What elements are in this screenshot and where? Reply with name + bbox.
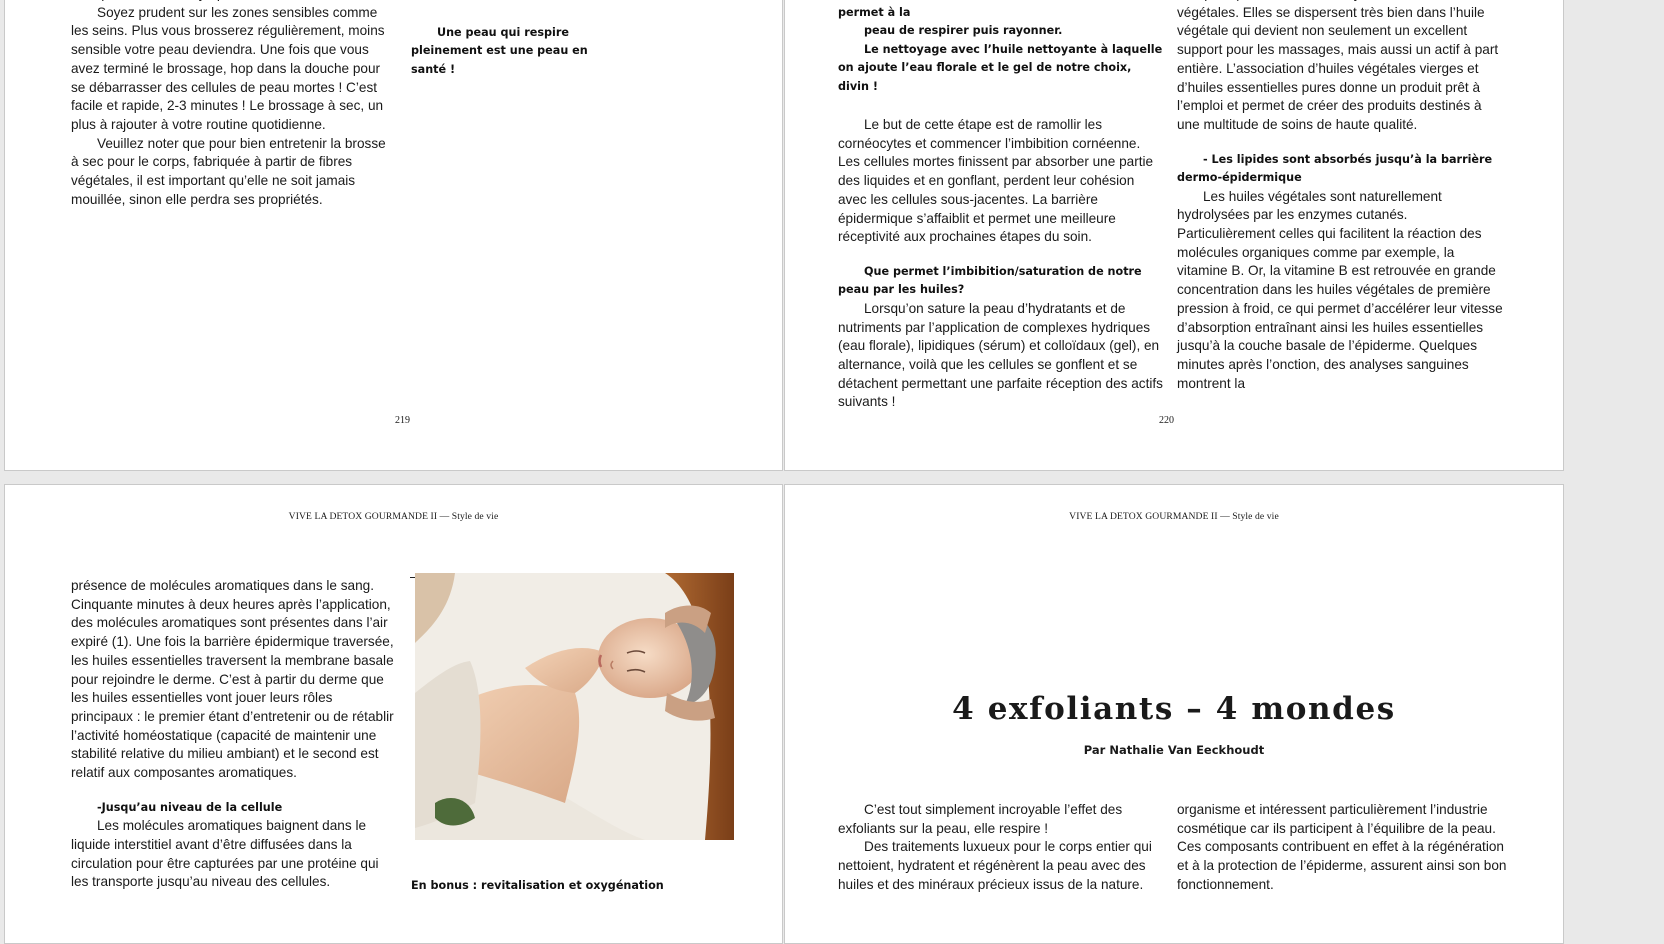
page-222 (784, 484, 1564, 944)
body-paragraph: Les molécules aromatiques baignent dans le liquide interstitiel avant d’être diffusées dans la circulation pour être capturées par une protéine qui les transporte jusqu’au niveau des cellules. (71, 818, 379, 890)
body-paragraph: Les huiles végétales sont naturellement hydrolysées par les enzymes cutanés. Particulièrement celles qui facilitent la réaction des molécules organiques comme par exemple, la vitamine B. Or, la vitamine B est retrouvée en grande concentration dans les huiles végétales de première pression à froid, ce qui permet d’accélérer leur vitesse d’absorption entraînant ainsi les huiles essentielles jusqu’à la couche basale de l’épiderme. Quelques minutes après l’onction, des analyses sanguines montrent la (1177, 188, 1503, 391)
body-paragraph: Soyez prudent sur les zones sensibles comme les seins. Plus vous brosserez régulièrement, moins sensible votre peau deviendra. Une fois que vous avez terminé le brossage, hop dans la douche pour se débarrasser des cellules de peau mortes ! C’est facile et rapide, 2-3 minutes ! Le brossage à sec, un plus à rajouter à votre routine quotidienne. (71, 4, 385, 132)
section-heading: permet à la (838, 5, 911, 19)
page-221 (4, 484, 783, 944)
body-paragraph: Le but de cette étape est de ramollir les cornéocytes et commencer l’imbibition cornéenne. Les cellules mortes finissent par absorber une partie des liquides et en gonflant, perdent leur cohésion avec les cellules sous-jacentes. La barrière épidermique s’affaiblit et permet une meilleure réceptivité aux prochaines étapes du soin. (838, 117, 1154, 245)
body-paragraph: C’est tout simplement incroyable l’effet des exfoliants sur la peau, elle respire ! (838, 802, 1123, 836)
body-paragraph: végétales. Elles se dispersent très bien dans l’huile végétale qui devient non seulement un excellent support pour les massages, mais aussi un actif à part entière. L’association d’huiles végétales vierges et d’huiles essentielles pures donne un produit prêt à l’emploi et permet de créer des produits destinés à une multitude de soins de haute qualité. (1177, 4, 1499, 132)
section-heading: En bonus : revitalisation et oxygénation (411, 879, 664, 892)
spa-facial-massage-photo (415, 573, 734, 840)
section-heading: Une peau qui respire pleinement est une peau en santé ! (411, 25, 588, 76)
page-219-left-column (71, 0, 391, 209)
page-220-left-column (838, 0, 1164, 412)
page-222-right-column (1177, 801, 1507, 895)
running-head: VIVE LA DETOX GOURMANDE II — Style de vie (288, 511, 499, 522)
body-paragraph: organisme et intéressent particulièrement l’industrie cosmétique car ils participent à l’équilibre de la peau. Ces composants contribuent en effet à la régénération et à la protection de l’épiderme, assurent ainsi son bon fonctionnement. (1177, 802, 1507, 892)
page-number: 219 (395, 415, 410, 426)
page-219 (4, 0, 783, 471)
section-heading: - Les lipides sont absorbés jusqu’à la barrière dermo-épidermique (1177, 152, 1493, 185)
body-paragraph: Des traitements luxueux pour le corps entier qui nettoient, hydratent et régénèrent la peau avec des huiles et des minéraux précieux issus de la nature. (838, 839, 1152, 892)
page-220 (784, 0, 1564, 471)
page-220-right-column (1177, 0, 1503, 393)
article-byline: Par Nathalie Van Eeckhoudt (1083, 743, 1265, 757)
body-paragraph: Veuillez noter que pour bien entretenir la brosse à sec pour le corps, fabriquée à partir de fibres végétales, il est important qu’elle ne soit jamais mouillée, sinon elle perdra ses propriétés. (71, 135, 386, 207)
page-222-left-column (838, 801, 1164, 895)
body-paragraph: présence de molécules aromatiques dans le sang. Cinquante minutes à deux heures après l’application, des molécules aromatiques sont présentes dans l’air expiré (1). Une fois la barrière épidermique traversée, les huiles essentielles traversent la membrane basale pour rejoindre le derme. C’est à partir du derme que les huiles essentielles vont jouer leurs rôles principaux : le premier étant d’entretenir ou de rétablir l’activité homéostatique (capacité de maintenir une stabilité relative du milieu ambiant) et le second est relatif aux composantes aromatiques. (71, 578, 394, 781)
page-number: 220 (1159, 415, 1174, 426)
section-heading: Que permet l’imbibition/saturation de notre peau par les huiles? (838, 264, 1142, 297)
body-paragraph: Lorsqu’on sature la peau d’hydratants et de nutriments par l’application de complexes hydriques (eau florale), lipidiques (sérum) et colloïdaux (gel), en alternance, voilà que les cellules se gonflent et se détachent permettant une parfaite réception des actifs suivants ! (838, 300, 1163, 410)
section-heading: -Jusqu’au niveau de la cellule (97, 800, 283, 814)
page-221-left-column (71, 577, 397, 892)
running-head: VIVE LA DETOX GOURMANDE II — Style de vie (1069, 511, 1279, 522)
section-heading: peau de respirer puis rayonner. (864, 24, 1063, 37)
section-heading: Le nettoyage avec l’huile nettoyante à laquelle on ajoute l’eau florale et le gel de notre choix, divin ! (838, 42, 1163, 93)
page-219-right-column (411, 0, 611, 79)
article-title: 4 exfoliants – 4 mondes (952, 691, 1396, 727)
